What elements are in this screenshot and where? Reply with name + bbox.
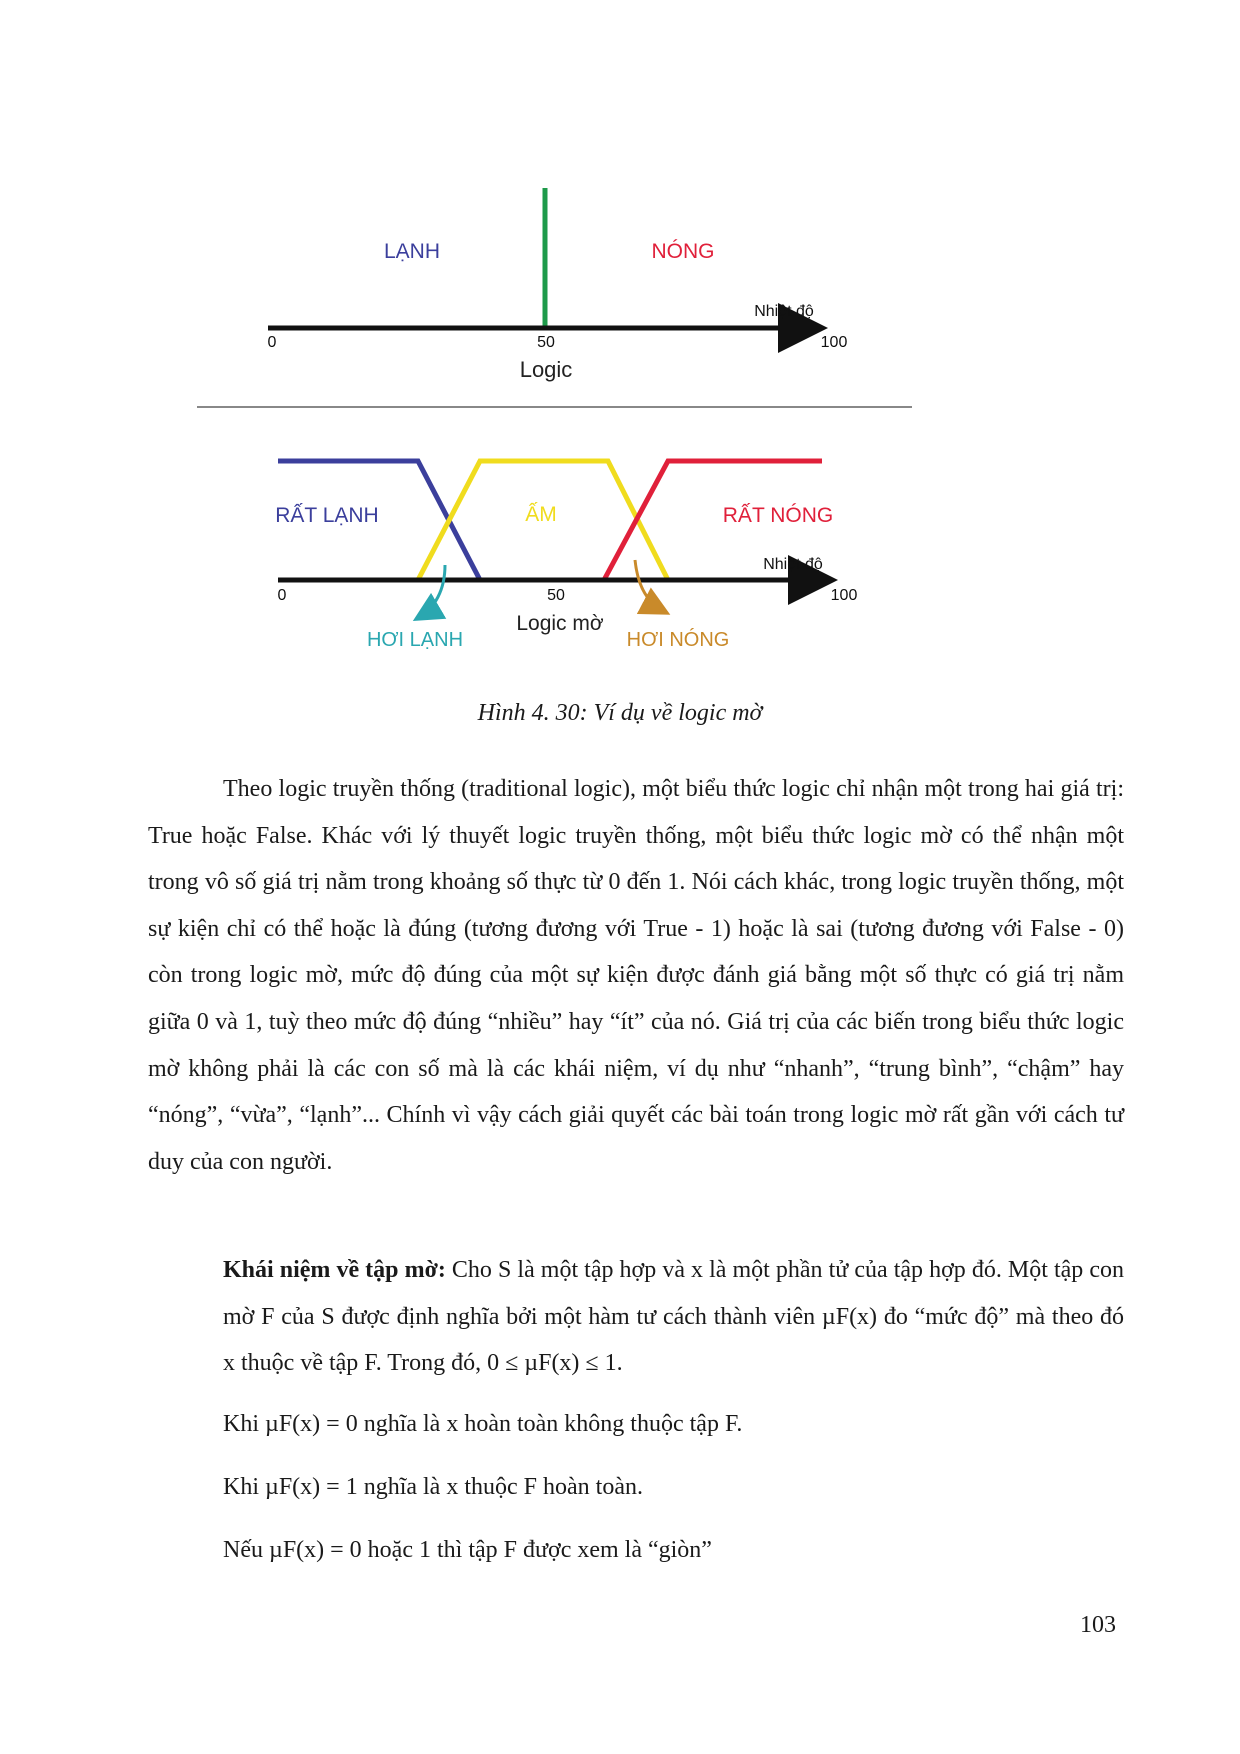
label-warm: ẤM	[525, 503, 557, 526]
axis-name-fuzzy: Nhiệt độ	[763, 556, 823, 573]
fuzzy-set-heading: Khái niệm về tập mờ:	[223, 1257, 446, 1283]
fuzzy-logic-diagram	[275, 461, 857, 651]
label-cold: LẠNH	[383, 240, 441, 263]
paragraph-traditional-logic: Theo logic truyền thống (traditional logic), một biểu thức logic chỉ nhận một trong hai giá trị: True hoặc False. Khác với lý thuyết logic truyền thống, một biểu thức logic mờ có thể nhận một trong vô số giá trị nằm trong khoảng số thực từ 0 đến 1. Nói cách khác, trong logic truyền thống, một sự kiện chỉ có thể hoặc là đúng (tương đương với True - 1) hoặc là sai (tương đương với False - 0) còn trong logic mờ, mức độ đúng của một sự kiện được đánh giá bằng một số thực có giá trị nằm giữa 0 và 1, tuỳ theo mức độ đúng “nhiều” hay “ít” của nó. Giá trị của các biến trong biểu thức logic mờ không phải là các con số mà là các khái niệm, ví dụ như “nhanh”, “trung bình”, “chậm” hay “nóng”, “vừa”, “lạnh”... Chính vì vậy cách giải quyết các bài toán trong logic mờ rất gần với cách tư duy của con người.	[148, 776, 1124, 1175]
label-very-cold: RẤT LẠNH	[275, 504, 379, 527]
fuzzy-set-definition: Cho S là một tập hợp và x là một phần tử của tập hợp đó. Một tập con mờ F của S được định nghĩa bởi một hàm tư cách thành viên µF(x) đo “mức độ” mà theo đó x thuộc về tập F. Trong đó, 0 ≤ µF(x) ≤ 1.	[223, 1257, 1124, 1377]
diagram-title-fuzzy-logic: Logic mờ	[516, 612, 604, 635]
tick-0-fuzzy: 0	[277, 587, 287, 604]
tick-50-fuzzy: 50	[547, 587, 565, 604]
tick-0: 0	[267, 334, 277, 351]
tick-100: 100	[820, 334, 848, 351]
tick-50: 50	[537, 334, 555, 351]
crisp-set-line: Nếu µF(x) = 0 hoặc 1 thì tập F được xem là “giòn”	[223, 1537, 712, 1563]
crisp-logic-diagram	[268, 188, 848, 382]
page-number: 103	[1080, 1612, 1116, 1638]
fuzzy-logic-figure	[0, 0, 1240, 690]
label-slightly-hot: HƠI NÓNG	[626, 629, 730, 651]
figure-caption: Hình 4. 30: Ví dụ về logic mờ	[477, 700, 763, 726]
paragraph-fuzzy-set-concept	[148, 1247, 1124, 1387]
membership-zero-line: Khi µF(x) = 0 nghĩa là x hoàn toàn không thuộc tập F.	[223, 1411, 743, 1437]
axis-name: Nhiệt độ	[754, 303, 814, 320]
membership-one-line: Khi µF(x) = 1 nghĩa là x thuộc F hoàn toàn.	[223, 1474, 643, 1500]
label-hot: NÓNG	[651, 240, 715, 263]
label-slightly-cold: HƠI LẠNH	[366, 629, 464, 651]
label-very-hot: RẤT NÓNG	[722, 504, 834, 527]
diagram-title-logic: Logic	[519, 357, 573, 382]
tick-100-fuzzy: 100	[830, 587, 858, 604]
